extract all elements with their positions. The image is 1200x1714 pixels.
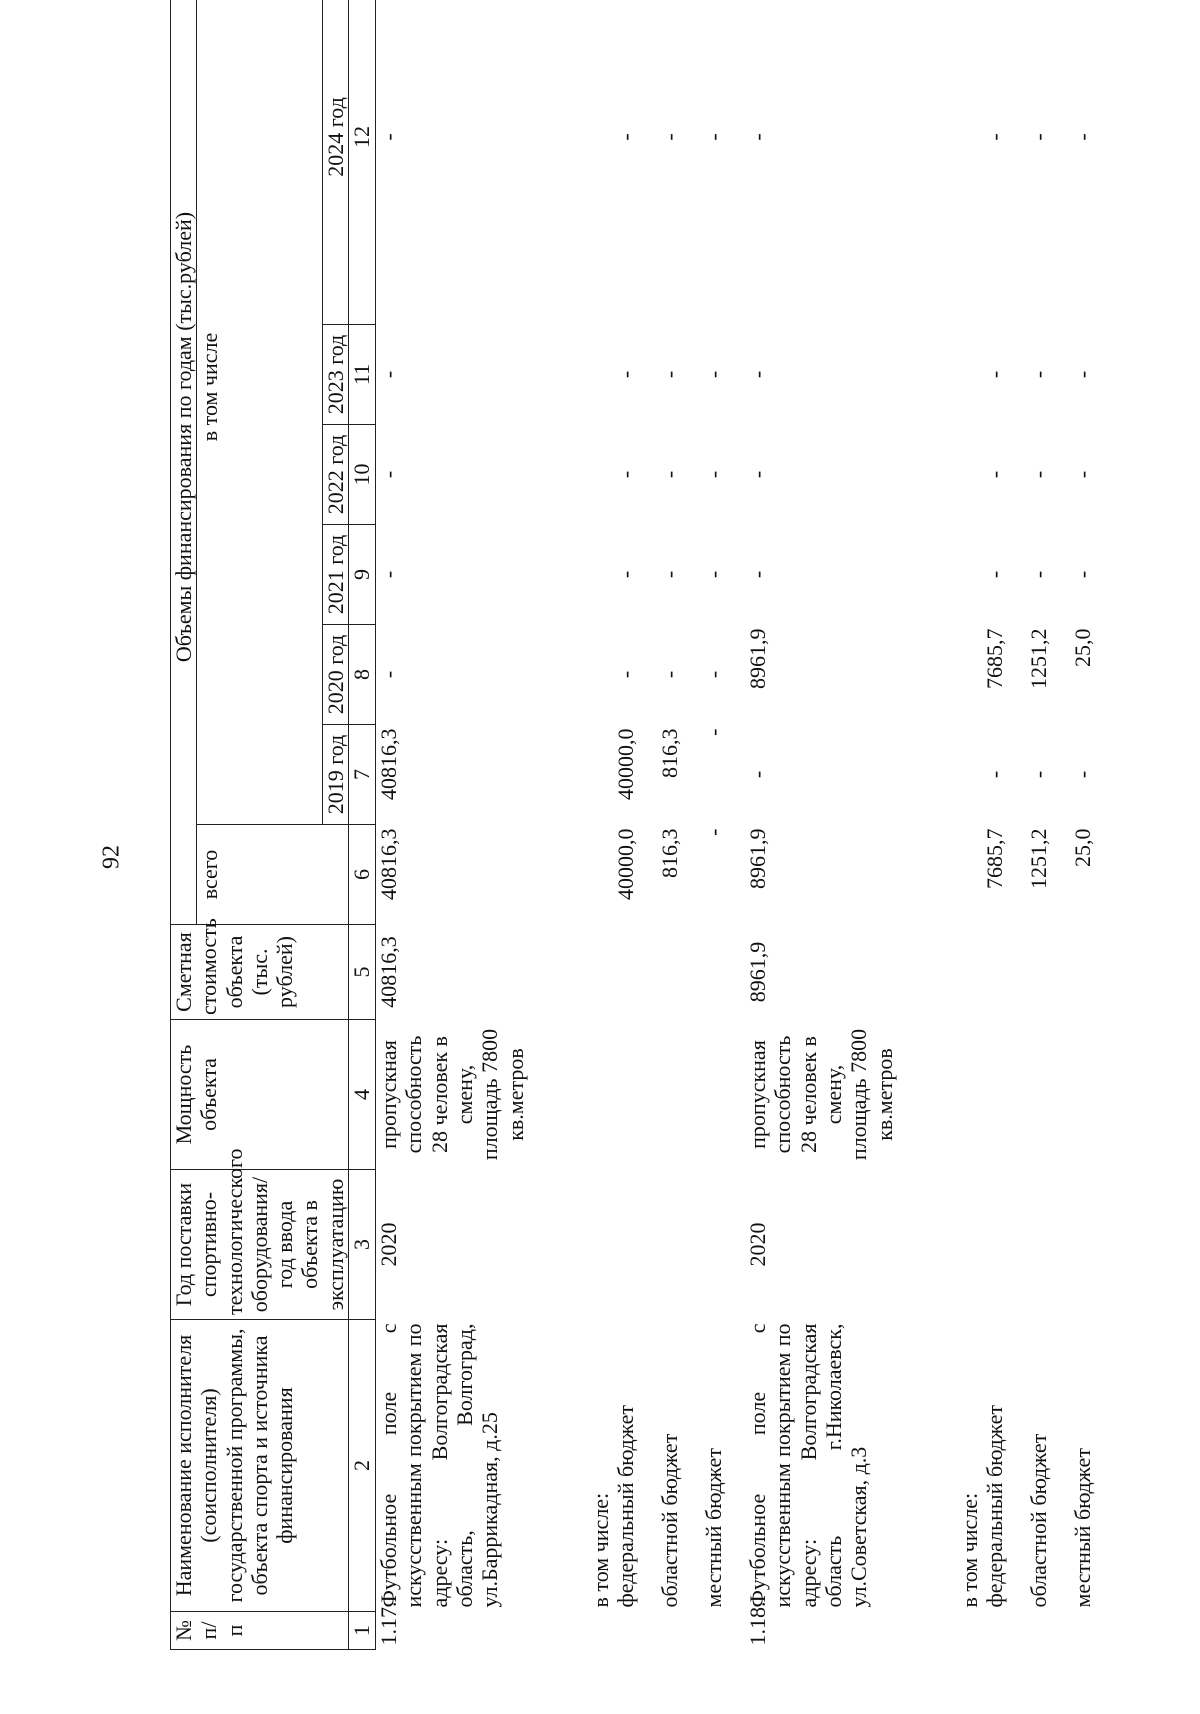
including-label: в том числе: [956,1492,982,1608]
value-total: 7685,7 [982,828,1008,889]
value-2021: - [1070,570,1096,579]
header-subgroup: в том числе [197,0,322,825]
row-number: 1.18. [745,1601,771,1646]
value-2022: - [745,470,771,479]
value-2020: - [657,670,683,679]
value-2024: - [745,133,771,141]
header-financing-group: Объемы финансирования по годам (тыс.рублей) [171,0,197,925]
table-row [982,0,1026,1650]
value-2024: - [982,133,1008,141]
value-2024: - [657,133,683,141]
value-2021: - [745,570,771,579]
object-capacity: пропускная способность 28 человек в смену, площадь 7800 кв.метров [376,1028,528,1161]
value-2022: - [1026,470,1052,479]
header-2021: 2021 год [322,525,348,625]
value-2022: - [982,470,1008,479]
value-2019: 40000,0 [613,728,639,800]
value-2020: 7685,7 [982,628,1008,689]
value-total: 1251,2 [1026,828,1052,889]
value-total: 40816,3 [376,828,402,900]
value-2022: - [613,470,639,479]
object-cost: 8961,9 [745,941,771,1003]
table-row [745,0,897,1650]
value-2023: - [1070,370,1096,379]
value-total: - [701,828,727,836]
value-2023: - [657,370,683,379]
header-2019: 2019 год [322,725,348,825]
value-2019: 40816,3 [376,728,402,800]
column-number: 9 [349,525,376,625]
value-2020: 1251,2 [1026,628,1052,689]
column-number: 4 [349,1020,376,1170]
budget-label: федеральный бюджет [982,1405,1008,1608]
object-year: 2020 [745,1222,771,1267]
table-row [613,0,657,1650]
value-2023: - [613,370,639,379]
object-capacity: пропускная способность 28 человек в смену, площадь 7800 кв.метров [745,1028,897,1161]
column-number: 5 [349,925,376,1020]
table-row [588,0,613,1650]
value-2020: - [376,670,402,679]
value-total: 816,3 [657,828,683,878]
budget-label: местный бюджет [701,1448,727,1608]
value-2020: 25,0 [1070,628,1096,667]
header-year: Год поставки спортивно-технологического оборудования/ год ввода объекта в эксплуатацию [171,1170,349,1320]
header-2022: 2022 год [322,425,348,525]
value-2023: - [982,370,1008,379]
budget-label: областной бюджет [657,1433,683,1608]
object-name: Футбольное поле с искусственным покрытием по адресу: Волгоградская область г.Николаевск, ул.Советская, д.3 [745,1323,872,1608]
column-number: 12 [349,0,376,325]
column-number: 11 [349,325,376,425]
header-2020: 2020 год [322,625,348,725]
value-2020: - [701,670,727,679]
value-2019: 816,3 [657,728,683,778]
budget-label: федеральный бюджет [613,1405,639,1608]
value-2021: - [982,570,1008,579]
value-2019: - [745,770,771,779]
value-2024: - [1026,133,1052,141]
value-total: 40000,0 [613,828,639,900]
table-row [657,0,701,1650]
budget-label: областной бюджет [1026,1433,1052,1608]
value-2023: - [701,370,727,379]
value-2022: - [657,470,683,479]
value-2019: - [1026,770,1052,779]
rotated-page-content [170,50,1170,1650]
header-2023: 2023 год [322,325,348,425]
column-number: 3 [349,1170,376,1320]
value-2021: - [657,570,683,579]
value-2021: - [376,570,402,579]
value-2022: - [376,470,402,479]
table-row [376,0,528,1650]
column-number: 7 [349,725,376,825]
table-row [701,0,745,1650]
value-2021: - [701,570,727,579]
table-row [957,0,982,1650]
column-number: 2 [349,1320,376,1612]
page-number: 92 [98,845,125,869]
value-2019: - [1070,770,1096,779]
column-number: 1 [349,1612,376,1650]
header-cost: Сметная стоимость объекта (тыс. рублей) [171,925,349,1020]
column-number: 10 [349,425,376,525]
value-2024: - [613,133,639,141]
column-number: 8 [349,625,376,725]
value-2023: - [1026,370,1052,379]
value-2020: 8961,9 [745,628,771,689]
header-name: Наименование исполнителя (соисполнителя) государственной программы, объекта спорта и источника финансирования [171,1320,349,1612]
budget-label: местный бюджет [1070,1448,1096,1608]
header-num: № п/п [171,1612,349,1650]
header-total: всего [197,825,349,925]
column-number: 6 [349,825,376,925]
value-total: 25,0 [1070,828,1096,867]
value-2023: - [745,370,771,379]
value-2022: - [1070,470,1096,479]
value-2020: - [613,670,639,679]
value-2024: - [376,133,402,141]
value-2019: - [982,770,1008,779]
value-2021: - [613,570,639,579]
table-row [1070,0,1114,1650]
value-total: 8961,9 [745,828,771,889]
financing-table [170,0,1114,1650]
value-2023: - [376,370,402,379]
table-row [1026,0,1070,1650]
row-number: 1.17. [376,1601,402,1646]
value-2021: - [1026,570,1052,579]
value-2019: - [701,728,727,736]
object-cost: 40816,3 [376,936,402,1008]
header-capacity: Мощность объекта [171,1020,349,1170]
value-2024: - [701,133,727,141]
header-2024: 2024 год [322,0,348,325]
including-label: в том числе: [587,1492,613,1608]
value-2022: - [701,470,727,479]
value-2024: - [1070,133,1096,141]
object-year: 2020 [376,1222,402,1267]
object-name: Футбольное поле с искусственным покрытием по адресу: Волгоградская область, Волгоград, ул.Баррикадная, д.25 [376,1323,503,1608]
